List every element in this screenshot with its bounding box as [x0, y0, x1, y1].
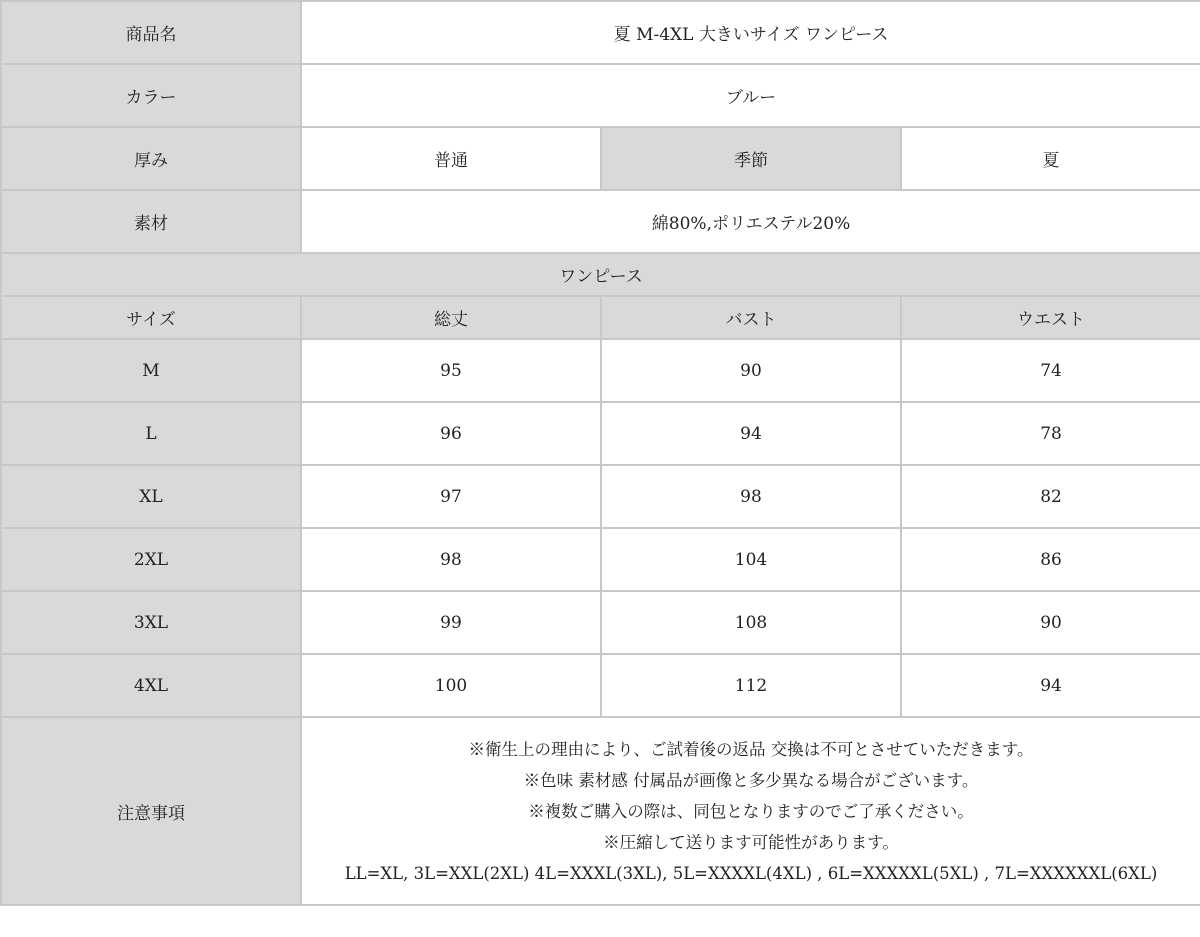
color-value: ブルー — [301, 64, 1200, 127]
size-cell: M — [1, 339, 301, 402]
material-value: 綿80%,ポリエステル20% — [301, 190, 1200, 253]
bust-cell: 104 — [601, 528, 901, 591]
length-cell: 97 — [301, 465, 601, 528]
size-header: サイズ — [1, 296, 301, 339]
bust-cell: 108 — [601, 591, 901, 654]
size-cell: 3XL — [1, 591, 301, 654]
size-cell: 2XL — [1, 528, 301, 591]
waist-cell: 86 — [901, 528, 1200, 591]
notes-content — [301, 717, 1200, 905]
notes-line: ※複数ご購入の際は、同包となりますのでご了承ください。 — [528, 801, 974, 821]
thickness-season-row — [1, 127, 1200, 190]
size-cell: XL — [1, 465, 301, 528]
waist-header: ウエスト — [901, 296, 1200, 339]
size-section-title: ワンピース — [1, 253, 1200, 296]
bust-cell: 112 — [601, 654, 901, 717]
size-row — [1, 528, 1200, 591]
season-label: 季節 — [601, 127, 901, 190]
size-row — [1, 339, 1200, 402]
product-name-value: 夏 M-4XL 大きいサイズ ワンピース — [301, 1, 1200, 64]
bust-header: バスト — [601, 296, 901, 339]
length-cell: 96 — [301, 402, 601, 465]
color-label: カラー — [1, 64, 301, 127]
product-name-label: 商品名 — [1, 1, 301, 64]
size-row — [1, 465, 1200, 528]
notes-label: 注意事項 — [1, 717, 301, 905]
bust-cell: 90 — [601, 339, 901, 402]
length-cell: 95 — [301, 339, 601, 402]
bust-cell: 98 — [601, 465, 901, 528]
bust-cell: 94 — [601, 402, 901, 465]
waist-cell: 94 — [901, 654, 1200, 717]
notes-row — [1, 717, 1200, 905]
material-label: 素材 — [1, 190, 301, 253]
size-row — [1, 591, 1200, 654]
thickness-value: 普通 — [301, 127, 601, 190]
size-row — [1, 402, 1200, 465]
notes-line: ※衛生上の理由により、ご試着後の返品 交換は不可とさせていただきます。 — [468, 739, 1034, 759]
season-value: 夏 — [901, 127, 1200, 190]
waist-cell: 74 — [901, 339, 1200, 402]
size-section-title-row — [1, 253, 1200, 296]
length-cell: 99 — [301, 591, 601, 654]
notes-line: ※色味 素材感 付属品が画像と多少異なる場合がございます。 — [523, 770, 979, 790]
product-name-row — [1, 1, 1200, 64]
size-conversion-line: LL=XL, 3L=XXL(2XL) 4L=XXXL(3XL), 5L=XXXXL(4XL) , 6L=XXXXXL(5XL) , 7L=XXXXXXL(6XL) — [344, 863, 1158, 883]
size-row — [1, 654, 1200, 717]
waist-cell: 78 — [901, 402, 1200, 465]
material-row — [1, 190, 1200, 253]
thickness-label: 厚み — [1, 127, 301, 190]
size-header-row — [1, 296, 1200, 339]
size-cell: L — [1, 402, 301, 465]
waist-cell: 82 — [901, 465, 1200, 528]
color-row — [1, 64, 1200, 127]
length-cell: 98 — [301, 528, 601, 591]
length-cell: 100 — [301, 654, 601, 717]
notes-line: ※圧縮して送ります可能性があります。 — [603, 832, 899, 852]
size-cell: 4XL — [1, 654, 301, 717]
waist-cell: 90 — [901, 591, 1200, 654]
length-header: 総丈 — [301, 296, 601, 339]
